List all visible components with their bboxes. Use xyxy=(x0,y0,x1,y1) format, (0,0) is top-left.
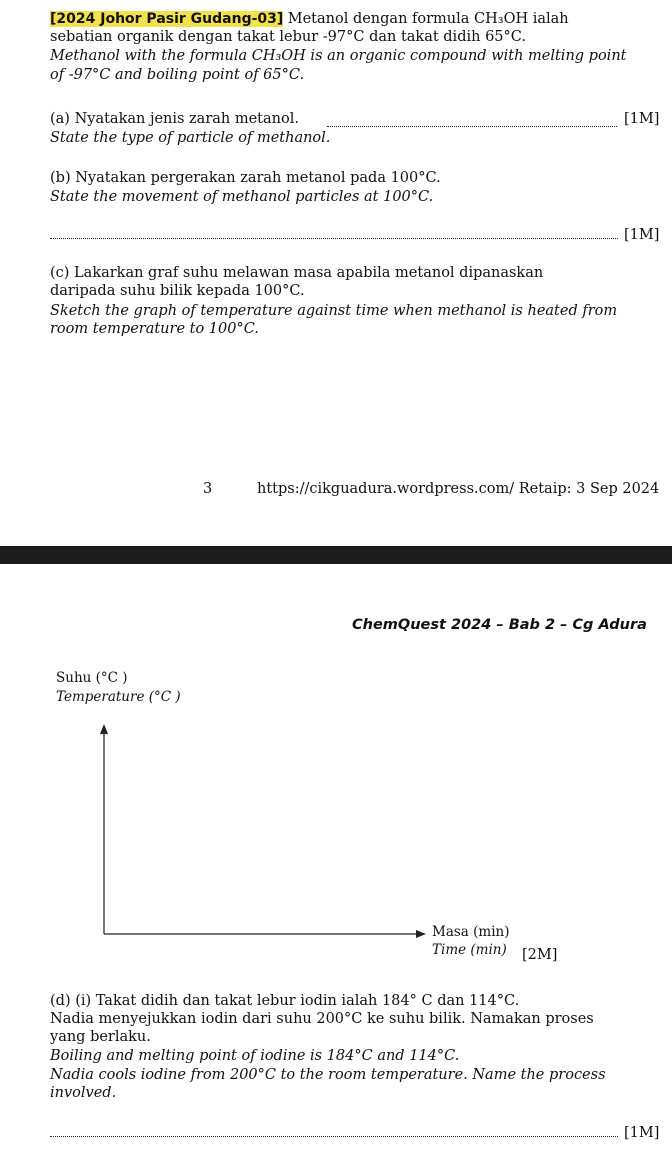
intro-english-line-1: Methanol with the formula CH₃OH is an organic compound with melting point xyxy=(50,48,627,64)
question-c-english-line-2: room temperature to 100°C. xyxy=(50,321,259,337)
question-b-marks: [1M] xyxy=(624,227,660,243)
question-a-malay: (a) Nyatakan jenis zarah metanol. xyxy=(50,111,299,127)
page-number: 3 xyxy=(203,481,213,497)
question-c-malay-line-2: daripada suhu bilik kepada 100°C. xyxy=(50,283,305,299)
question-c-malay-line-1: (c) Lakarkan graf suhu melawan masa apabila metanol dipanaskan xyxy=(50,265,544,281)
y-axis xyxy=(100,724,108,934)
question-d-english-line-1: Boiling and melting point of iodine is 184°C and 114°C. xyxy=(50,1048,460,1064)
intro-english-line-2: of -97°C and boiling point of 65°C. xyxy=(50,67,305,83)
question-d-malay-line-2: Nadia menyejukkan iodin dari suhu 200°C ke suhu bilik. Namakan proses xyxy=(50,1011,594,1027)
intro-malay-line-2: sebatian organik dengan takat lebur -97°C dan takat didih 65°C. xyxy=(50,29,526,45)
x-axis xyxy=(104,930,426,938)
question-d-malay-line-1: (d) (i) Takat didih dan takat lebur iodin ialah 184° C dan 114°C. xyxy=(50,993,520,1009)
graph-marks: [2M] xyxy=(522,947,558,963)
question-a-english: State the type of particle of methanol. xyxy=(50,130,331,146)
graph-y-label-malay: Suhu (°C ) xyxy=(56,670,128,686)
graph-x-label-english: Time (min) xyxy=(432,942,507,958)
intro-malay-line-1: Metanol dengan formula CH₃OH ialah xyxy=(287,11,569,27)
answer-line-d xyxy=(50,1122,618,1141)
question-c-english-line-1: Sketch the graph of temperature against time when methanol is heated from xyxy=(50,303,618,319)
question-d-malay-line-3: yang berlaku. xyxy=(50,1029,151,1045)
graph-y-label-english: Temperature (°C ) xyxy=(56,689,181,705)
question-b-malay: (b) Nyatakan pergerakan zarah metanol pada 100°C. xyxy=(50,170,441,186)
running-header: ChemQuest 2024 – Bab 2 – Cg Adura xyxy=(352,617,647,633)
question-b-english: State the movement of methanol particles at 100°C. xyxy=(50,189,434,205)
question-d-english-line-3: involved. xyxy=(50,1085,117,1101)
graph-x-label-malay: Masa (min) xyxy=(432,924,510,940)
question-d-marks: [1M] xyxy=(624,1125,660,1141)
question-d-english-line-2: Nadia cools iodine from 200°C to the room temperature. Name the process xyxy=(50,1067,606,1083)
question-source-tag: [2024 Johor Pasir Gudang-03] xyxy=(50,11,284,27)
footer-source: https://cikguadura.wordpress.com/ Retaip: 3 Sep 2024 xyxy=(257,481,660,497)
question-a-marks: [1M] xyxy=(624,111,660,127)
